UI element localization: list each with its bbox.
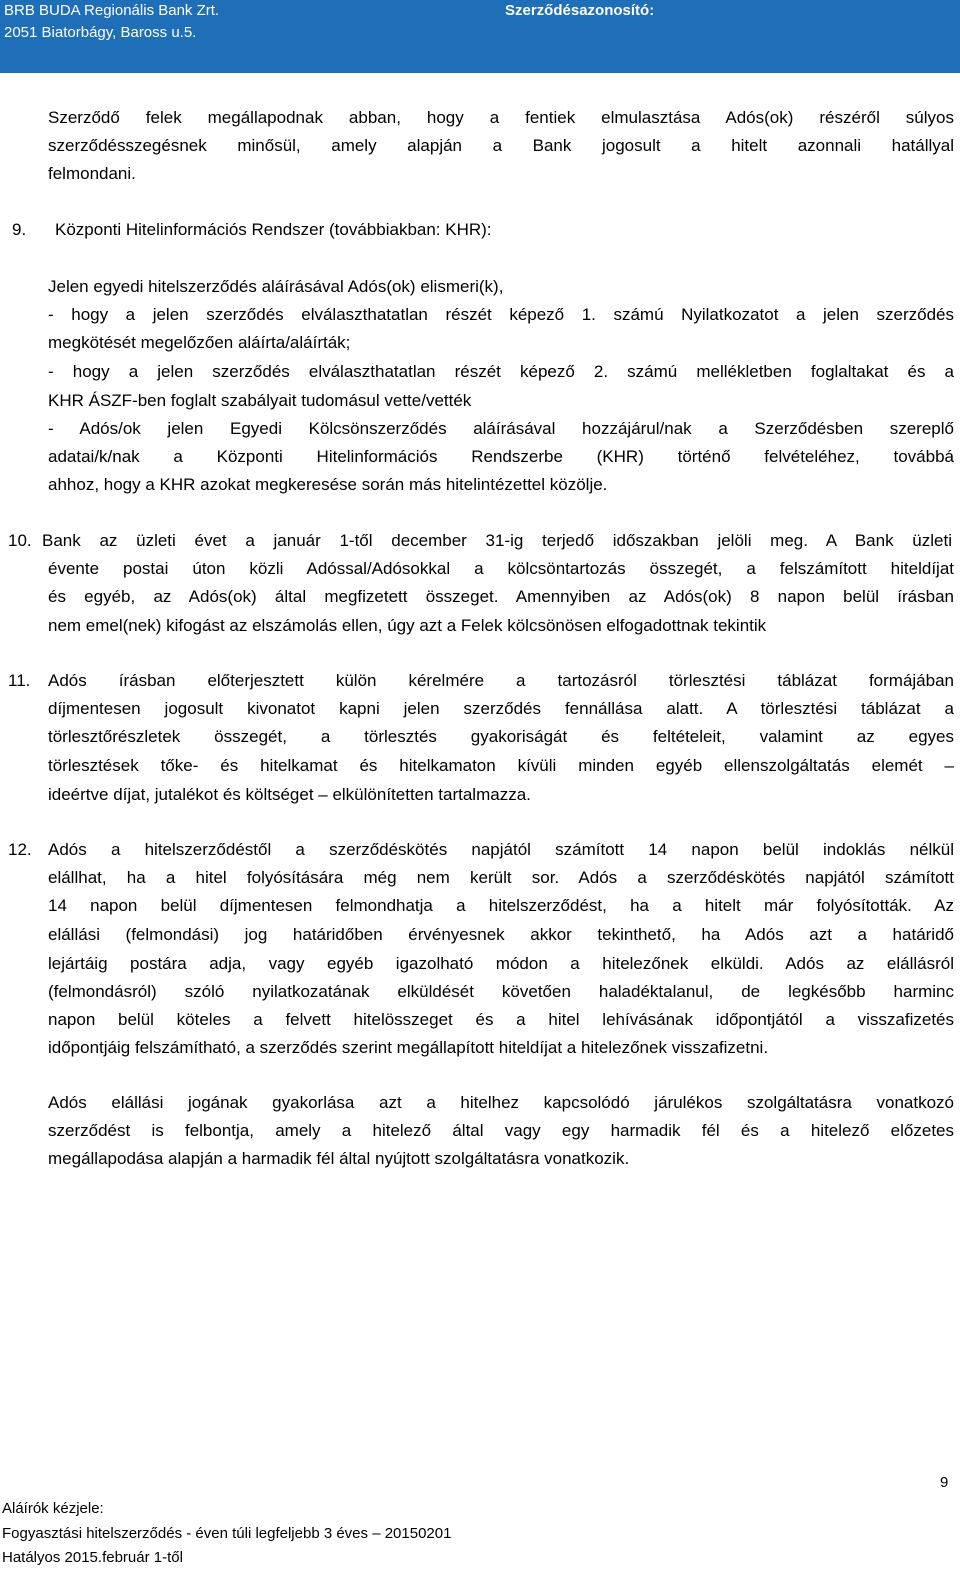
text-line: megkötését megelőzően aláírta/aláírták; xyxy=(48,333,351,352)
text-line: lejártáig postára adja, vagy egyéb igazolható módon a hitelezőnek elküldi. Adós az elállásról xyxy=(48,954,954,973)
item-10-number: 10. xyxy=(8,531,32,550)
bank-name: BRB BUDA Regionális Bank Zrt. xyxy=(4,2,220,19)
text-line: elállhat, ha a hitel folyósítására még nem került sor. Adós a szerződéskötés napjától számított xyxy=(48,868,954,887)
text-line: adatai/k/nak a Központi Hitelinformációs Rendszerbe (KHR) történő felvételéhez, továbbá xyxy=(48,447,954,466)
text-line: - hogy a jelen szerződés elválaszthatatlan részét képező 1. számú Nyilatkozatot a jelen szerződés xyxy=(48,305,954,324)
text-line: Adós a hitelszerződéstől a szerződéskötés napjától számított 14 napon belül indoklás nélkül xyxy=(48,840,954,859)
text-line: törlesztőrészletek összegét, a törlesztés gyakoriságát és feltételeit, valamint az egyes xyxy=(48,727,954,746)
text-line: KHR ÁSZF-ben foglalt szabályait tudomásul vette/vették xyxy=(48,391,472,410)
item-9-number: 9. xyxy=(12,220,27,239)
text-line: és egyéb, az Adós(ok) által megfizetett összeget. Amennyiben az Adós(ok) 8 napon belül írásban xyxy=(48,587,954,606)
effective-date: Hatályos 2015.február 1-től xyxy=(2,1549,183,1566)
text-line: Adós elállási jogának gyakorlása azt a hitelhez kapcsolódó járulékos szolgáltatásra vonatkozó xyxy=(48,1093,954,1112)
signatories-label: Aláírók kézjele: xyxy=(2,1500,104,1517)
text-line: szerződésszegésnek minősül, amely alapján a Bank jogosult a hitelt azonnali hatállyal xyxy=(48,136,954,155)
item-12-number: 12. xyxy=(8,840,32,859)
item-11-number: 11. xyxy=(8,671,31,690)
text-line: díjmentesen jogosult kivonatot kapni jelen szerződés fennállása alatt. A törlesztési táblázat a xyxy=(48,699,954,718)
text-line: törlesztések tőke- és hitelkamat és hitelkamaton kívüli minden egyéb ellenszolgáltatás elemét – xyxy=(48,756,954,775)
item-9-title: Központi Hitelinformációs Rendszer (továbbiakban: KHR): xyxy=(55,220,492,239)
text-line: Adós írásban előterjesztett külön kérelmére a tartozásról törlesztési táblázat formájában xyxy=(48,671,954,690)
text-line: évente postai úton közli Adóssal/Adósokkal a kölcsöntartozás összegét, a felszámított hiteldíjat xyxy=(48,559,954,578)
page-header xyxy=(0,0,960,73)
text-line: Jelen egyedi hitelszerződés aláírásával Adós(ok) elismeri(k), xyxy=(48,277,504,296)
document-name: Fogyasztási hitelszerződés - éven túli legfeljebb 3 éves – 20150201 xyxy=(2,1525,452,1542)
bank-address: 2051 Biatorbágy, Baross u.5. xyxy=(4,24,197,41)
text-line: napon belül köteles a felvett hitelösszeget és a hitel lehívásának időpontjától a visszafizetés xyxy=(48,1010,954,1029)
text-line: - hogy a jelen szerződés elválaszthatatlan részét képező 2. számú mellékletben foglaltakat és a xyxy=(48,362,954,381)
text-line: megállapodása alapján a harmadik fél által nyújtott szolgáltatásra vonatkozik. xyxy=(48,1149,630,1168)
text-line: elállási (felmondási) jog határidőben érvényesnek akkor tekinthető, ha Adós azt a határidő xyxy=(48,925,954,944)
text-line: nem emel(nek) kifogást az elszámolás ellen, úgy azt a Felek kölcsönösen elfogadottnak tekintik xyxy=(48,616,767,635)
text-line: ahhoz, hogy a KHR azokat megkeresése során más hitelintézettel közölje. xyxy=(48,475,608,494)
text-line: Bank az üzleti évet a január 1-től december 31-ig terjedő időszakban jelöli meg. A Bank üzleti xyxy=(42,531,952,550)
text-line: - Adós/ok jelen Egyedi Kölcsönszerződés aláírásával hozzájárul/nak a Szerződésben szereplő xyxy=(48,419,954,438)
text-line: ideértve díjat, jutalékot és költséget – elkülönítetten tartalmazza. xyxy=(48,785,531,804)
text-line: időpontjáig felszámítható, a szerződés szerint megállapított hiteldíjat a hitelezőnek visszafizetni. xyxy=(48,1038,769,1057)
text-line: szerződést is felbontja, amely a hitelező által vagy egy harmadik fél és a hitelező előzetes xyxy=(48,1121,954,1140)
text-line: felmondani. xyxy=(48,164,136,183)
contract-id-label: Szerződésazonosító: xyxy=(505,2,655,19)
page-number: 9 xyxy=(940,1474,949,1491)
text-line: (felmondásról) szóló nyilatkozatának elküldését követően haladéktalanul, de legkésőbb harminc xyxy=(48,982,954,1001)
text-line: Szerződő felek megállapodnak abban, hogy a fentiek elmulasztása Adós(ok) részéről súlyos xyxy=(48,108,954,127)
text-line: 14 napon belül díjmentesen felmondhatja a hitelszerződést, ha a hitelt már folyósították. Az xyxy=(48,896,954,915)
